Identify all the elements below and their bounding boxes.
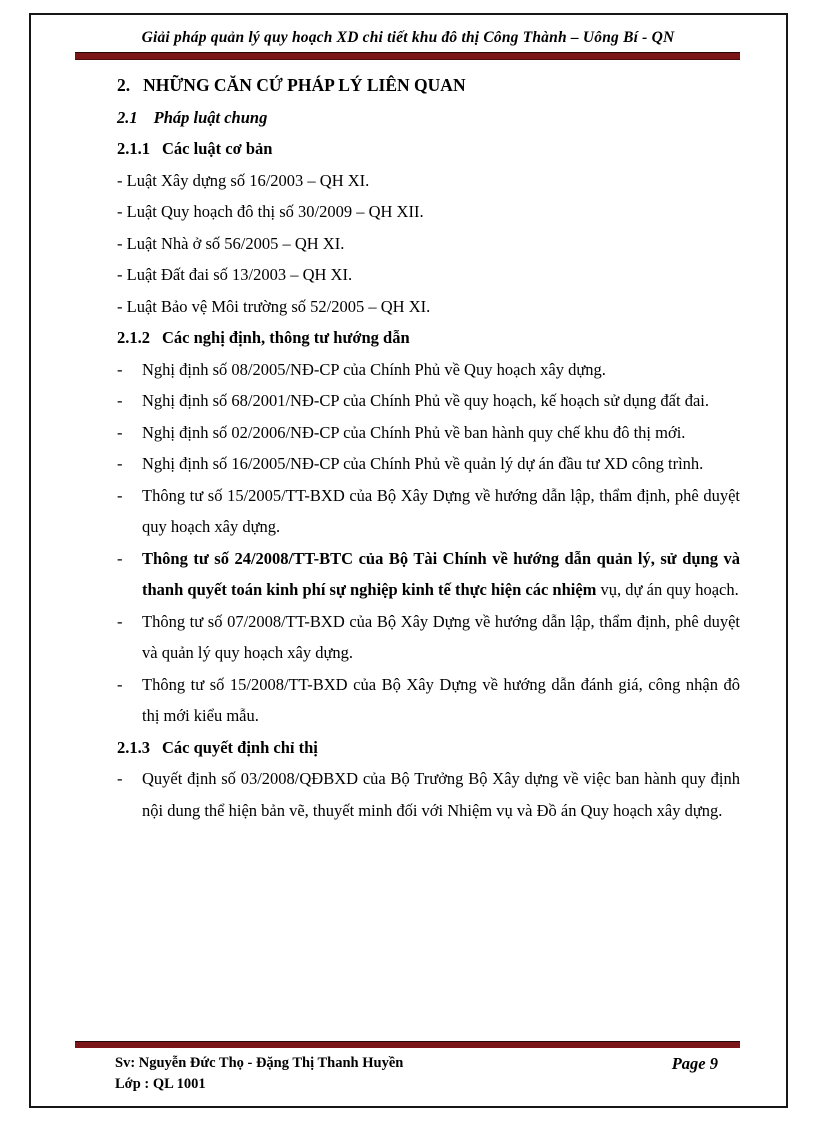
list-item bbox=[117, 543, 740, 606]
list-item-text: Nghị định số 02/2006/NĐ-CP của Chính Phủ về ban hành quy chế khu đô thị mới. bbox=[142, 422, 686, 442]
heading-title: Pháp luật chung bbox=[153, 107, 268, 127]
list-item-text: Nghị định số 08/2005/NĐ-CP của Chính Phủ về Quy hoạch xây dựng. bbox=[142, 359, 606, 379]
dash-marker: - bbox=[117, 391, 123, 410]
document-header bbox=[0, 29, 816, 60]
heading-number: 2.1.2 bbox=[117, 328, 150, 347]
footer-student-line: Sv: Nguyễn Đức Thọ - Đặng Thị Thanh Huyền bbox=[115, 1055, 404, 1071]
header-title: Giải pháp quản lý quy hoạch XD chi tiết khu đô thị Công Thành – Uông Bí - QN bbox=[141, 29, 675, 46]
heading-number: 2. bbox=[117, 75, 131, 95]
list-item-text: vụ, dự án quy hoạch. bbox=[596, 580, 739, 599]
heading-title: Các nghị định, thông tư hướng dẫn bbox=[162, 328, 410, 347]
footer-rule bbox=[75, 1041, 740, 1048]
footer-page-number: Page 9 bbox=[671, 1054, 718, 1073]
list-item-text: Quyết định số 03/2008/QĐBXD của Bộ Trưởng Bộ Xây dựng về việc ban hành quy định nội dung thể hiện bản vẽ, thuyết minh đối với Nhiệm vụ và Đồ án Quy hoạch xây dựng. bbox=[142, 769, 740, 820]
heading-2-1-2 bbox=[117, 322, 740, 354]
footer-class-line: Lớp : QL 1001 bbox=[115, 1076, 206, 1092]
subsection-heading-2-1 bbox=[117, 102, 740, 134]
header-rule bbox=[75, 52, 740, 60]
document-body bbox=[0, 70, 816, 826]
list-item-text: Thông tư số 15/2005/TT-BXD của Bộ Xây Dựng về hướng dẫn lập, thẩm định, phê duyệt quy hoạch xây dựng. bbox=[142, 485, 740, 536]
dash-marker: - bbox=[117, 454, 123, 473]
document-footer bbox=[0, 1041, 816, 1095]
section-heading-2 bbox=[117, 70, 740, 102]
dash-marker: - bbox=[117, 359, 123, 379]
list-item bbox=[117, 763, 740, 826]
list-item: - Luật Xây dựng số 16/2003 – QH XI. bbox=[117, 170, 370, 190]
list-item bbox=[117, 385, 740, 417]
dash-marker: - bbox=[117, 769, 123, 788]
heading-number: 2.1 bbox=[117, 107, 138, 127]
dash-marker: - bbox=[117, 548, 123, 568]
footer-row bbox=[0, 1048, 816, 1095]
list-item-text: Thông tư số 15/2008/TT-BXD của Bộ Xây Dựng về hướng dẫn đánh giá, công nhận đô thị mới kiểu mẫu. bbox=[142, 674, 740, 725]
dash-marker: - bbox=[117, 485, 123, 505]
list-item-text: Nghị định số 68/2001/NĐ-CP của Chính Phủ về quy hoạch, kế hoạch sử dụng đất đai. bbox=[142, 391, 709, 410]
heading-number: 2.1.3 bbox=[117, 737, 150, 757]
heading-title: Các quyết định chỉ thị bbox=[162, 737, 318, 757]
heading-title: NHỮNG CĂN CỨ PHÁP LÝ LIÊN QUAN bbox=[143, 75, 466, 95]
list-item-text-bold: Thông tư số 24/2008/TT-BTC của Bộ Tài Chính về hướng dẫn quản lý, sử dụng và thanh quyết toán kinh phí sự nghiệp kinh tế thực hiện các nhiệm bbox=[142, 548, 740, 599]
list-item bbox=[117, 448, 740, 480]
list-item-text: Nghị định số 16/2005/NĐ-CP của Chính Phủ về quản lý dự án đầu tư XD công trình. bbox=[142, 454, 704, 473]
list-item: - Luật Bảo vệ Môi trường số 52/2005 – QH XI. bbox=[117, 296, 431, 316]
list-item bbox=[117, 480, 740, 543]
list-item bbox=[117, 417, 740, 449]
list-item: - Luật Nhà ở số 56/2005 – QH XI. bbox=[117, 233, 345, 253]
heading-title: Các luật cơ bản bbox=[162, 139, 273, 158]
dash-marker: - bbox=[117, 422, 123, 442]
list-item-text: Thông tư số 07/2008/TT-BXD của Bộ Xây Dựng về hướng dẫn lập, thẩm định, phê duyệt và quản lý quy hoạch xây dựng. bbox=[142, 611, 740, 662]
list-item bbox=[117, 669, 740, 732]
dash-marker: - bbox=[117, 611, 123, 631]
list-item: - Luật Quy hoạch đô thị số 30/2009 – QH XII. bbox=[117, 202, 424, 221]
list-item bbox=[117, 606, 740, 669]
dash-marker: - bbox=[117, 674, 123, 694]
heading-2-1-3 bbox=[117, 732, 740, 764]
list-item: - Luật Đất đai số 13/2003 – QH XI. bbox=[117, 265, 353, 284]
footer-author-block bbox=[115, 1053, 403, 1095]
heading-number: 2.1.1 bbox=[117, 139, 150, 158]
list-item bbox=[117, 354, 740, 386]
heading-2-1-1 bbox=[117, 133, 740, 165]
